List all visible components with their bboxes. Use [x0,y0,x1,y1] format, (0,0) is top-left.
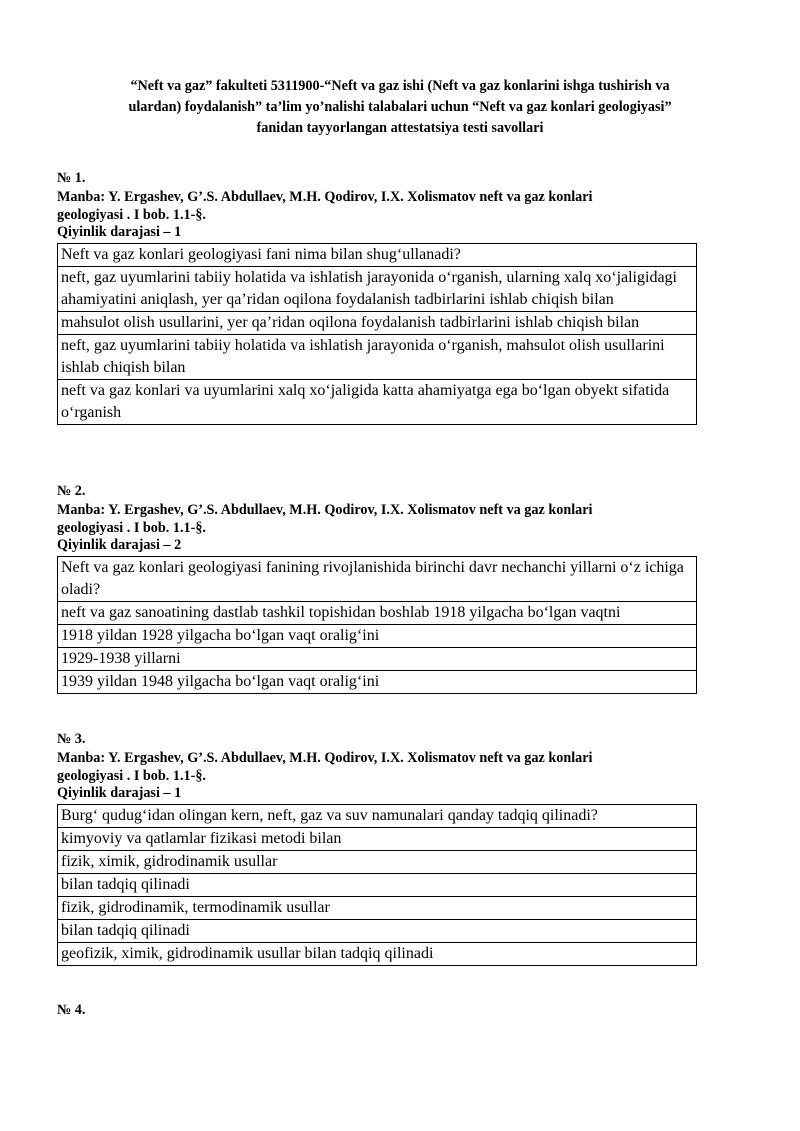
question-number: № 3. [57,731,86,747]
answer-option: neft, gaz uyumlarini tabiiy holatida va ishlatish jarayonida o‘rganish, mahsulot olish usullarini ishlab chiqish bilan [58,334,697,379]
question-difficulty: Qiyinlik darajasi – 1 [57,224,182,241]
question-table [57,556,697,694]
answer-option: fizik, gidrodinamik, termodinamik usullar [58,896,697,919]
question-source: Manba: Y. Ergashev, G’.S. Abdullaev, M.H. Qodirov, I.X. Xolismatov neft va gaz konlari [57,189,593,206]
question-table [57,243,697,425]
question-source: geologiyasi . I bob. 1.1-§. [57,519,206,536]
answer-option: fizik, ximik, gidrodinamik usullar [58,850,697,873]
question-block-2 [57,483,697,694]
question-number-4: № 4. [57,1002,86,1018]
answer-option: neft va gaz sanoatining dastlab tashkil topishidan boshlab 1918 yilgacha bo‘lgan vaqtni [58,601,697,624]
question-text: Neft va gaz konlari geologiyasi fani nima bilan shug‘ullanadi? [58,243,697,266]
answer-option: 1918 yildan 1928 yilgacha bo‘lgan vaqt oralig‘ini [58,624,697,647]
answer-option: neft va gaz konlari va uyumlarini xalq xo‘jaligida katta ahamiyatga ega bo‘lgan obyekt sifatida o‘rganish [58,379,697,424]
answer-option: bilan tadqiq qilinadi [58,873,697,896]
answer-option: bilan tadqiq qilinadi [58,919,697,942]
title-line-2: ulardan) foydalanish” ta’lim yo’nalishi talabalari uchun “Neft va gaz konlari geologiyasi” [128,99,672,115]
question-text: Burg‘ qudug‘idan olingan kern, neft, gaz va suv namunalari qanday tadqiq qilinadi? [58,804,697,827]
question-source: Manba: Y. Ergashev, G’.S. Abdullaev, M.H. Qodirov, I.X. Xolismatov neft va gaz konlari [57,750,593,767]
question-difficulty: Qiyinlik darajasi – 2 [57,537,182,554]
question-block-1 [57,170,697,425]
answer-option: geofizik, ximik, gidrodinamik usullar bilan tadqiq qilinadi [58,942,697,965]
question-text: Neft va gaz konlari geologiyasi fanining rivojlanishida birinchi davr nechanchi yillarni o‘z ichiga oladi? [58,556,697,601]
question-source: Manba: Y. Ergashev, G’.S. Abdullaev, M.H. Qodirov, I.X. Xolismatov neft va gaz konlari [57,502,593,519]
answer-option: 1929-1938 yillarni [58,647,697,670]
question-number: № 1. [57,170,86,186]
title-line-1: “Neft va gaz” fakulteti 5311900-“Neft va gaz ishi (Neft va gaz konlarini ishga tushirish va [130,78,670,94]
question-difficulty: Qiyinlik darajasi – 1 [57,785,182,802]
answer-option: 1939 yildan 1948 yilgacha bo‘lgan vaqt oralig‘ini [58,670,697,693]
question-number: № 2. [57,483,86,499]
document-title [50,76,750,139]
question-source: geologiyasi . I bob. 1.1-§. [57,767,206,784]
answer-option: mahsulot olish usullarini, yer qa’ridan oqilona foydalanish tadbirlarini ishlab chiqish bilan [58,311,697,334]
question-block-3 [57,731,697,966]
title-line-3: fanidan tayyorlangan attestatsiya testi savollari [256,120,544,136]
question-source: geologiyasi . I bob. 1.1-§. [57,206,206,223]
question-table [57,804,697,966]
answer-option: neft, gaz uyumlarini tabiiy holatida va ishlatish jarayonida o‘rganish, ularning xalq xo‘jaligidagi ahamiyatini aniqlash, yer qa’ridan oqilona foydalanish tadbirlarini ishlab chiqish bilan [58,266,697,311]
answer-option: kimyoviy va qatlamlar fizikasi metodi bilan [58,827,697,850]
